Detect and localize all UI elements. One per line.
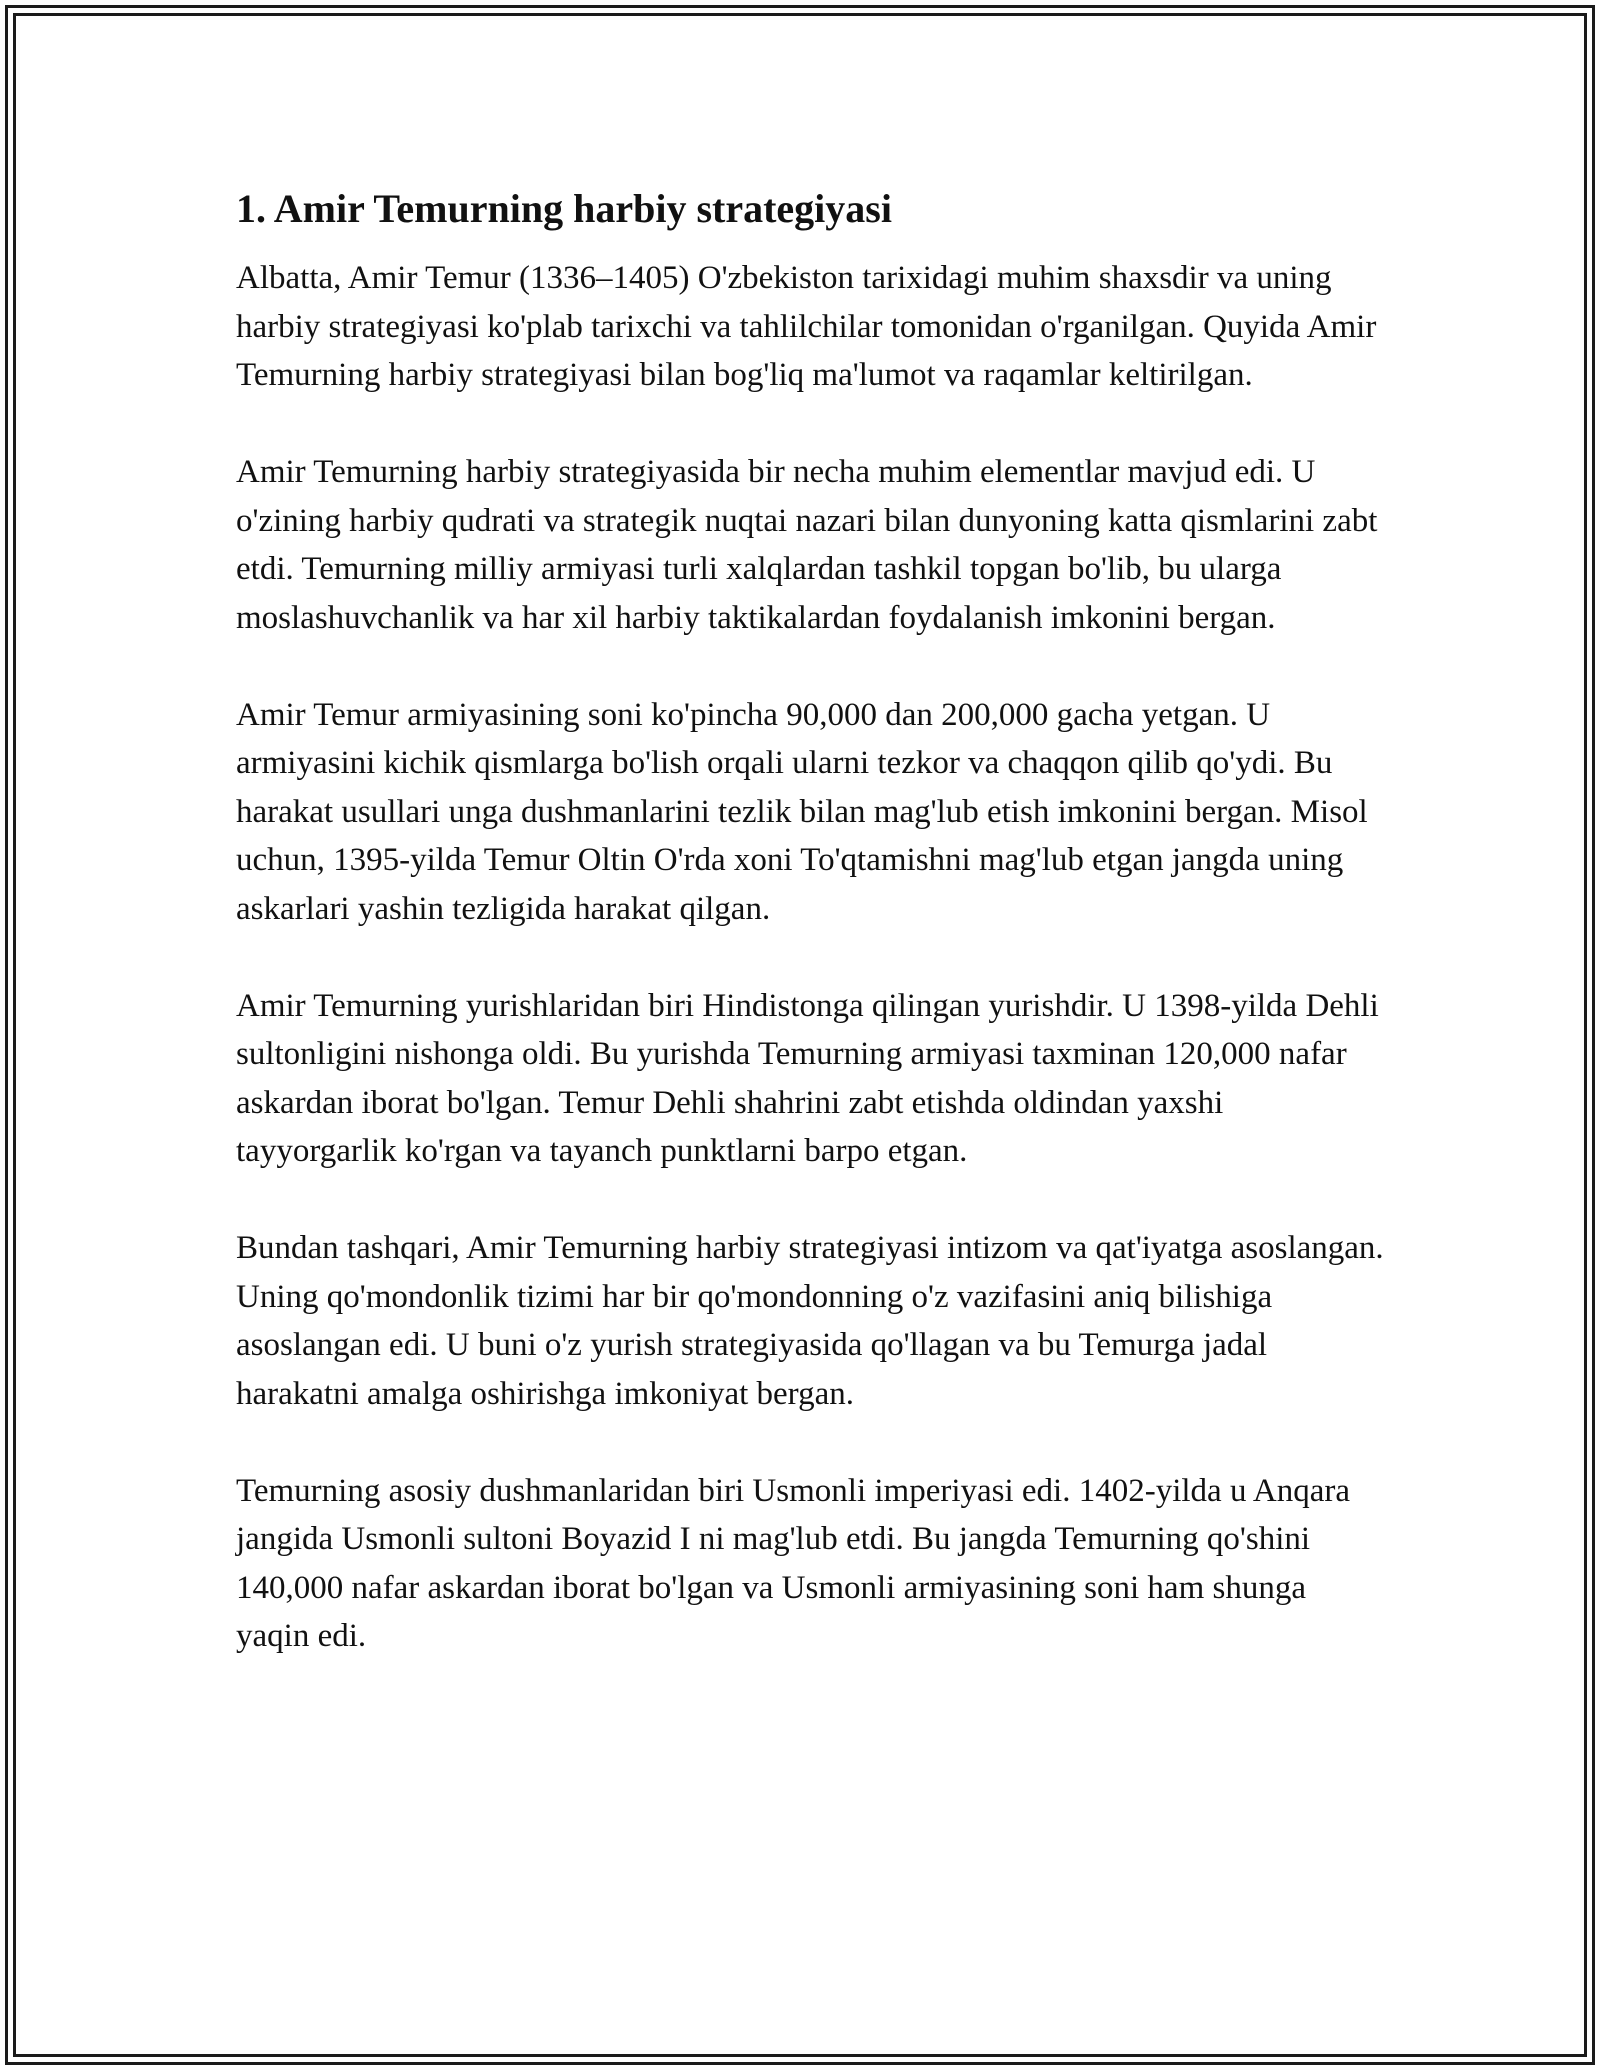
paragraph-ottoman-battle: Temurning asosiy dushmanlaridan biri Usmonli imperiyasi edi. 1402-yilda u Anqara jangida Usmonli sultoni Boyazid I ni mag'lub etdi. Bu jangda Temurning qo'shini 140,000 nafar askardan iborat bo'lgan va Usmonli armiyasining soni ham shunga yaqin edi.: [236, 1472, 1350, 1654]
paragraph-strategy-elements: Amir Temurning harbiy strategiyasida bir necha muhim elementlar mavjud edi. U o'zining harbiy qudrati va strategik nuqtai nazari bilan dunyoning katta qismlarini zabt etdi. Temurning milliy armiyasi turli xalqlardan tashkil topgan bo'lib, bu ularga moslashuvchanlik va har xil harbiy taktikalardan foydalanish imkonini bergan.: [236, 454, 1378, 636]
paragraph-discipline: Bundan tashqari, Amir Temurning harbiy strategiyasi intizom va qat'iyatga asoslangan. Uning qo'mondonlik tizimi har bir qo'mondonning o'z vazifasini aniq bilishiga asoslangan edi. U buni o'z yurish strategiyasida qo'llagan va bu Temurga jadal harakatni amalga oshirishga imkoniyat bergan.: [236, 1230, 1384, 1412]
paragraph-india-campaign: Amir Temurning yurishlaridan biri Hindistonga qilingan yurishdir. U 1398-yilda Dehli sultonligini nishonga oldi. Bu yurishda Temurning armiyasi taxminan 120,000 nafar askardan iborat bo'lgan. Temur Dehli shahrini zabt etishda oldindan yaxshi tayyorgarlik ko'rgan va tayanch punktlarni barpo etgan.: [236, 987, 1379, 1169]
document-body: [236, 184, 1386, 1661]
document-title: 1. Amir Temurning harbiy strategiyasi: [236, 186, 892, 231]
paragraph-army-size: Amir Temur armiyasining soni ko'pincha 90,000 dan 200,000 gacha yetgan. U armiyasini kichik qismlarga bo'lish orqali ularni tezkor va chaqqon qilib qo'ydi. Bu harakat usullari unga dushmanlarini tezlik bilan mag'lub etish imkonini bergan. Misol uchun, 1395-yilda Temur Oltin O'rda xoni To'qtamishni mag'lub etgan jangda uning askarlari yashin tezligida harakat qilgan.: [236, 696, 1368, 927]
paragraph-intro: Albatta, Amir Temur (1336–1405) O'zbekiston tarixidagi muhim shaxsdir va uning harbiy strategiyasi ko'plab tarixchi va tahlilchilar tomonidan o'rganilgan. Quyida Amir Temurning harbiy strategiyasi bilan bog'liq ma'lumot va raqamlar keltirilgan.: [236, 260, 1377, 393]
